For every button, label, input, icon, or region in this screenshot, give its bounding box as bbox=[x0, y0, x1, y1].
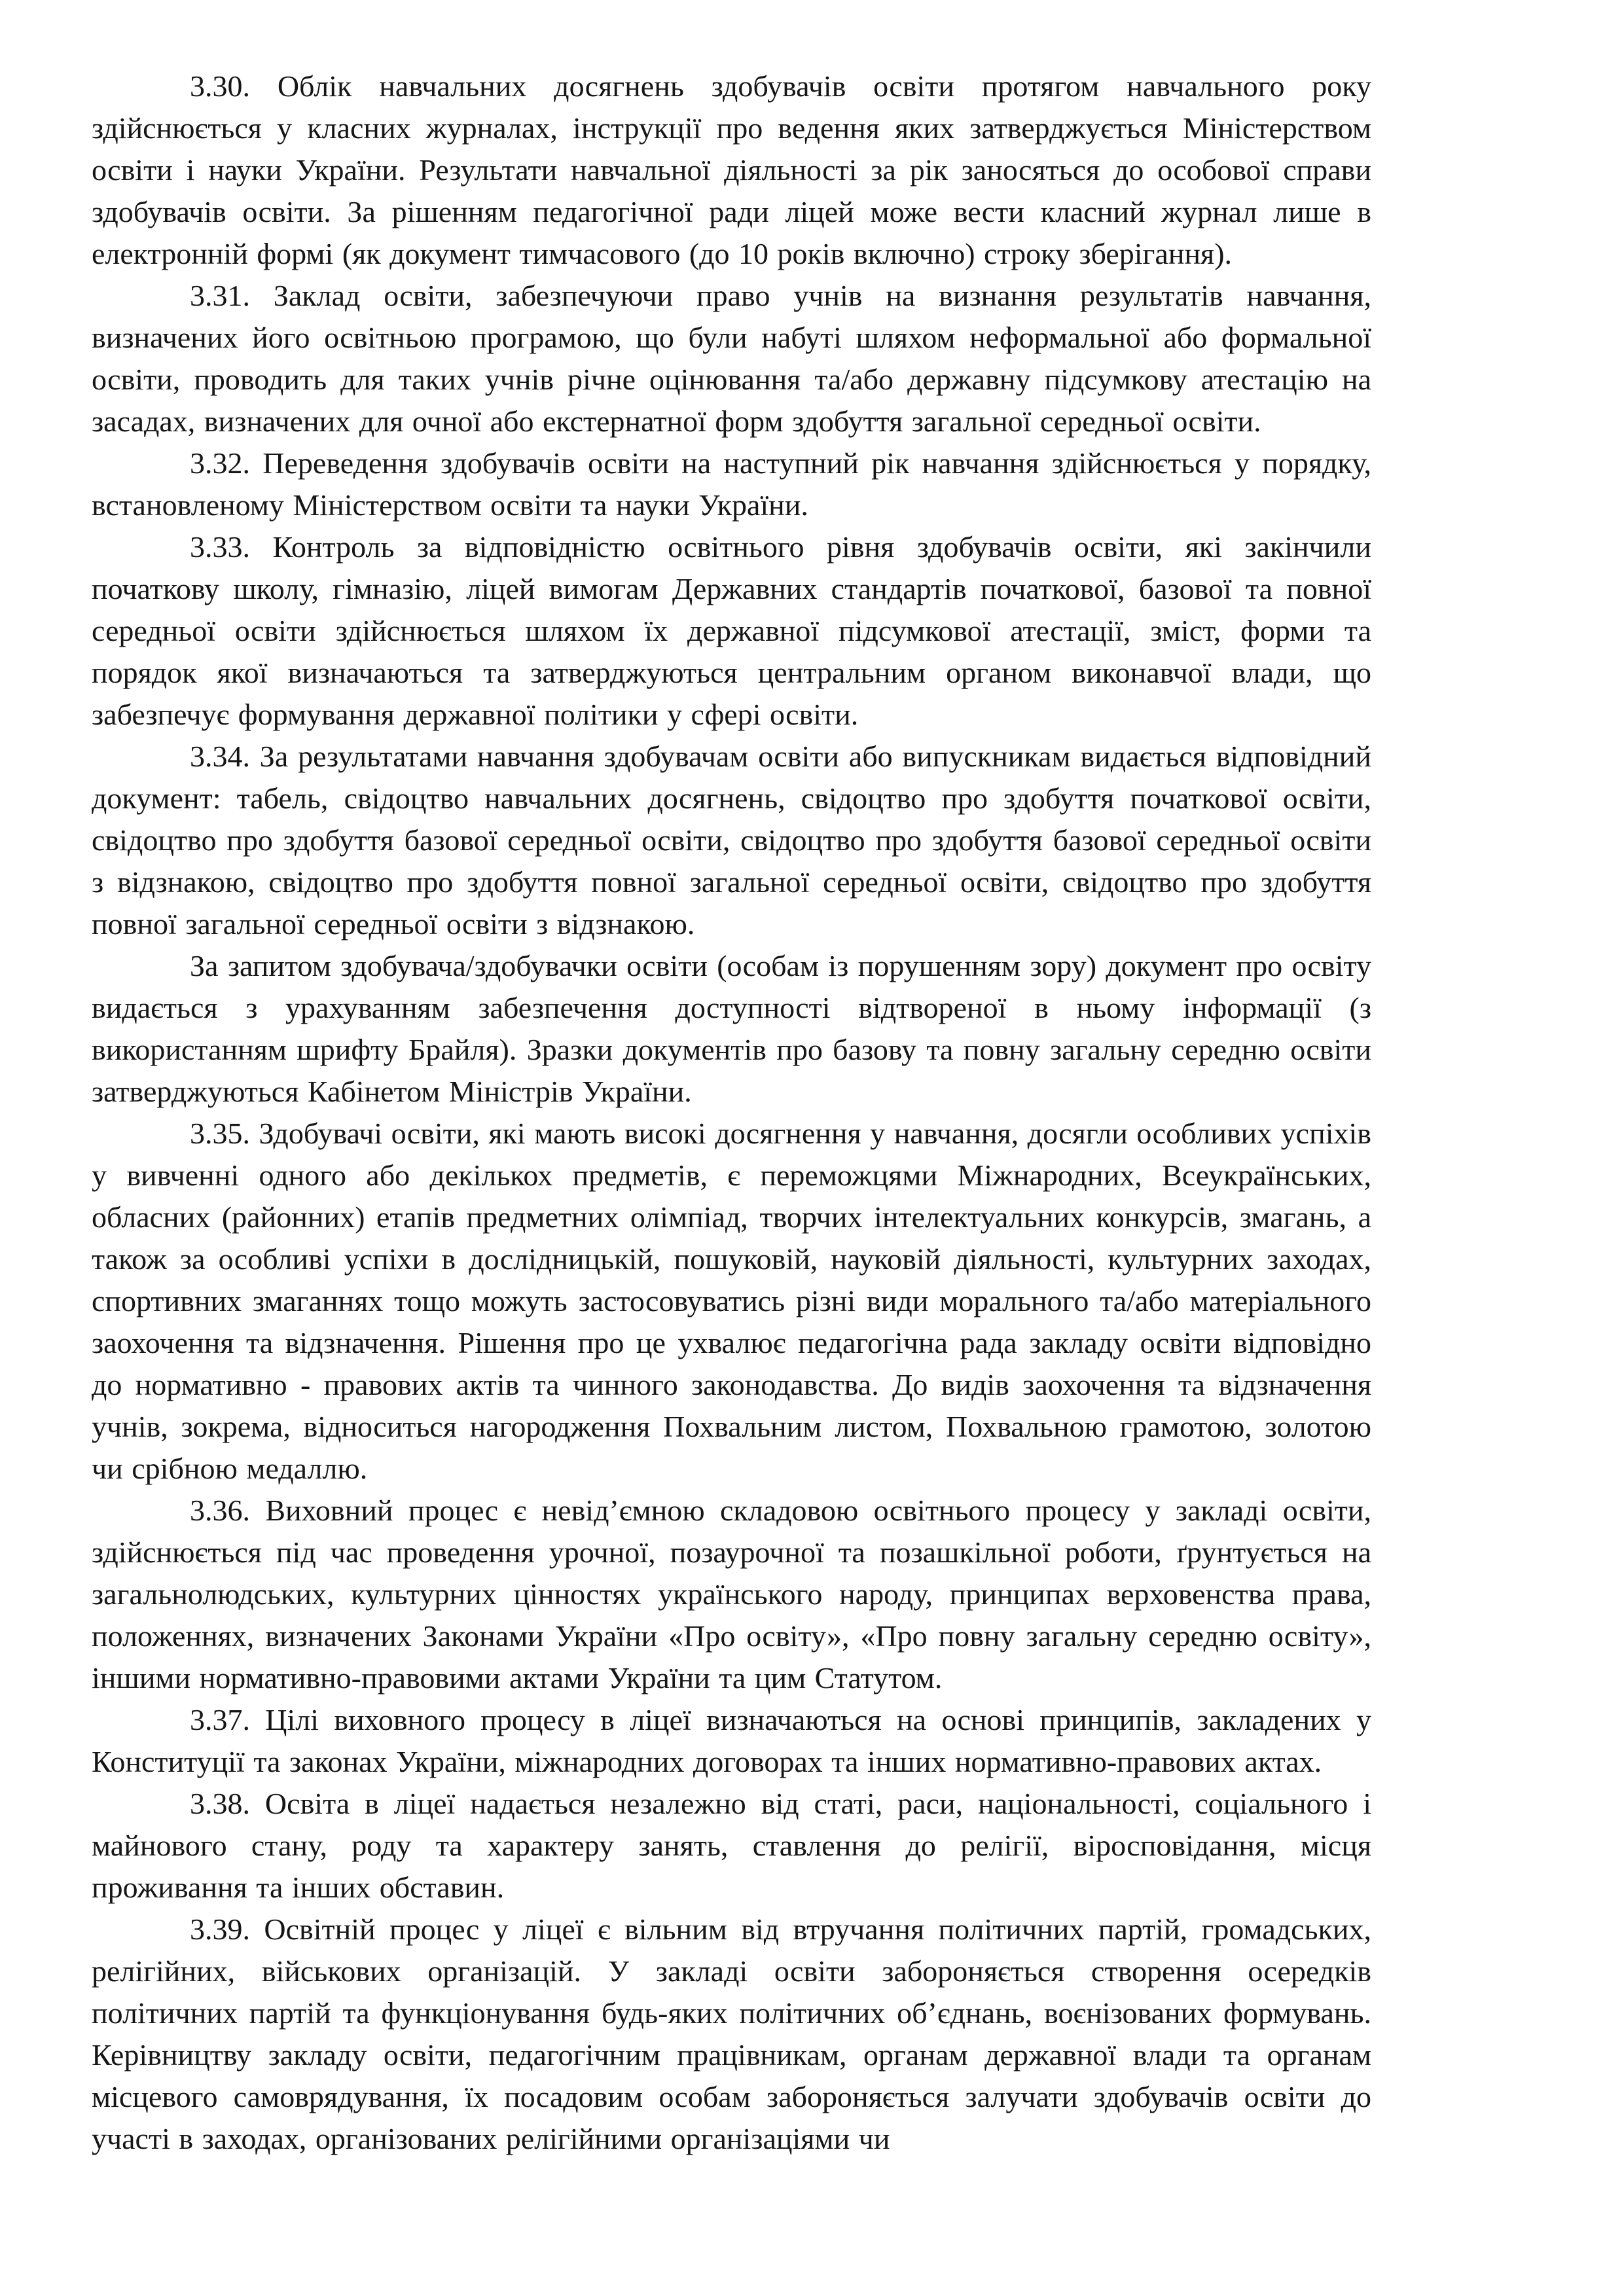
paragraph-3-33: 3.33. Контроль за відповідністю освітнього рівня здобувачів освіти, які закінчили початкову школу, гімназію, ліцей вимогам Державних стандартів початкової, базової та повної середньої освіти здійснюється шляхом їх державної підсумкової атестації, зміст, форми та порядок якої визначаються та затверджуються центральним органом виконавчої влади, що забезпечує формування державної політики у сфері освіти. bbox=[92, 530, 1371, 731]
paragraph-3-34: 3.34. За результатами навчання здобувачам освіти або випускникам видається відповідний документ: табель, свідоцтво навчальних досягнень, свідоцтво про здобуття початкової освіти, свідоцтво про здобуття базової середньої освіти, свідоцтво про здобуття базової середньої освіти з відзнакою, свідоцтво про здобуття повної загальної середньої освіти, свідоцтво про здобуття повної загальної середньої освіти з відзнакою. bbox=[92, 740, 1371, 941]
paragraph-3-37: 3.37. Цілі виховного процесу в ліцеї визначаються на основі принципів, закладених у Конституції та законах України, міжнародних договорах та інших нормативно-правових актах. bbox=[92, 1703, 1371, 1778]
paragraph-3-32: 3.32. Переведення здобувачів освіти на наступний рік навчання здійснюється у порядку, встановленому Міністерством освіти та науки України. bbox=[92, 446, 1371, 522]
paragraph-3-30: 3.30. Облік навчальних досягнень здобувачів освіти протягом навчального року здійснюється у класних журналах, інструкції про ведення яких затверджується Міністерством освіти і науки України. Результати навчальної діяльності за рік заносяться до особової справи здобувачів освіти. За рішенням педагогічної ради ліцей може вести класний журнал лише в електронній формі (як документ тимчасового (до 10 років включно) строку зберігання). bbox=[92, 69, 1371, 270]
paragraph-3-39: 3.39. Освітній процес у ліцеї є вільним від втручання політичних партій, громадських, релігійних, військових організацій. У закладі освіти забороняється створення осередків політичних партій та функціонування будь-яких політичних об’єднань, воєнізованих формувань. Керівництву закладу освіти, педагогічним працівникам, органам державної влади та органам місцевого самоврядування, їх посадовим особам забороняється залучати здобувачів освіти до участі в заходах, організованих релігійними організаціями чи bbox=[92, 1912, 1371, 2155]
document-body bbox=[92, 65, 1371, 2160]
paragraph-3-34-continued: За запитом здобувача/здобувачки освіти (особам із порушенням зору) документ про освіту видається з урахуванням забезпечення доступності відтвореної в ньому інформації (з використанням шрифту Брайля). Зразки документів про базову та повну загальну середню освіти затверджуються Кабінетом Міністрів України. bbox=[92, 949, 1371, 1108]
paragraph-3-38: 3.38. Освіта в ліцеї надається незалежно від статі, раси, національності, соціального і майнового стану, роду та характеру занять, ставлення до релігії, віросповідання, місця проживання та інших обставин. bbox=[92, 1787, 1371, 1904]
paragraph-3-31: 3.31. Заклад освіти, забезпечуючи право учнів на визнання результатів навчання, визначених його освітньою програмою, що були набуті шляхом неформальної або формальної освіти, проводить для таких учнів річне оцінювання та/або державну підсумкову атестацію на засадах, визначених для очної або екстернатної форм здобуття загальної середньої освіти. bbox=[92, 279, 1371, 438]
paragraph-3-36: 3.36. Виховний процес є невід’ємною складовою освітнього процесу у закладі освіти, здійснюється під час проведення урочної, позаурочної та позашкільної роботи, ґрунтується на загальнолюдських, культурних цінностях українського народу, принципах верховенства права, положеннях, визначених Законами України «Про освіту», «Про повну загальну середню освіту», іншими нормативно-правовими актами України та цим Статутом. bbox=[92, 1494, 1371, 1695]
paragraph-3-35: 3.35. Здобувачі освіти, які мають високі досягнення у навчання, досягли особливих успіхів у вивченні одного або декількох предметів, є переможцями Міжнародних, Всеукраїнських, обласних (районних) етапів предметних олімпіад, творчих інтелектуальних конкурсів, змагань, а також за особливі успіхи в дослідницькій, пошуковій, науковій діяльності, культурних заходах, спортивних змаганнях тощо можуть застосовуватись різні види морального та/або матеріального заохочення та відзначення. Рішення про це ухвалює педагогічна рада закладу освіти відповідно до нормативно - правових актів та чинного законодавства. До видів заохочення та відзначення учнів, зокрема, відноситься нагородження Похвальним листом, Похвальною грамотою, золотою чи срібною медаллю. bbox=[92, 1117, 1371, 1485]
